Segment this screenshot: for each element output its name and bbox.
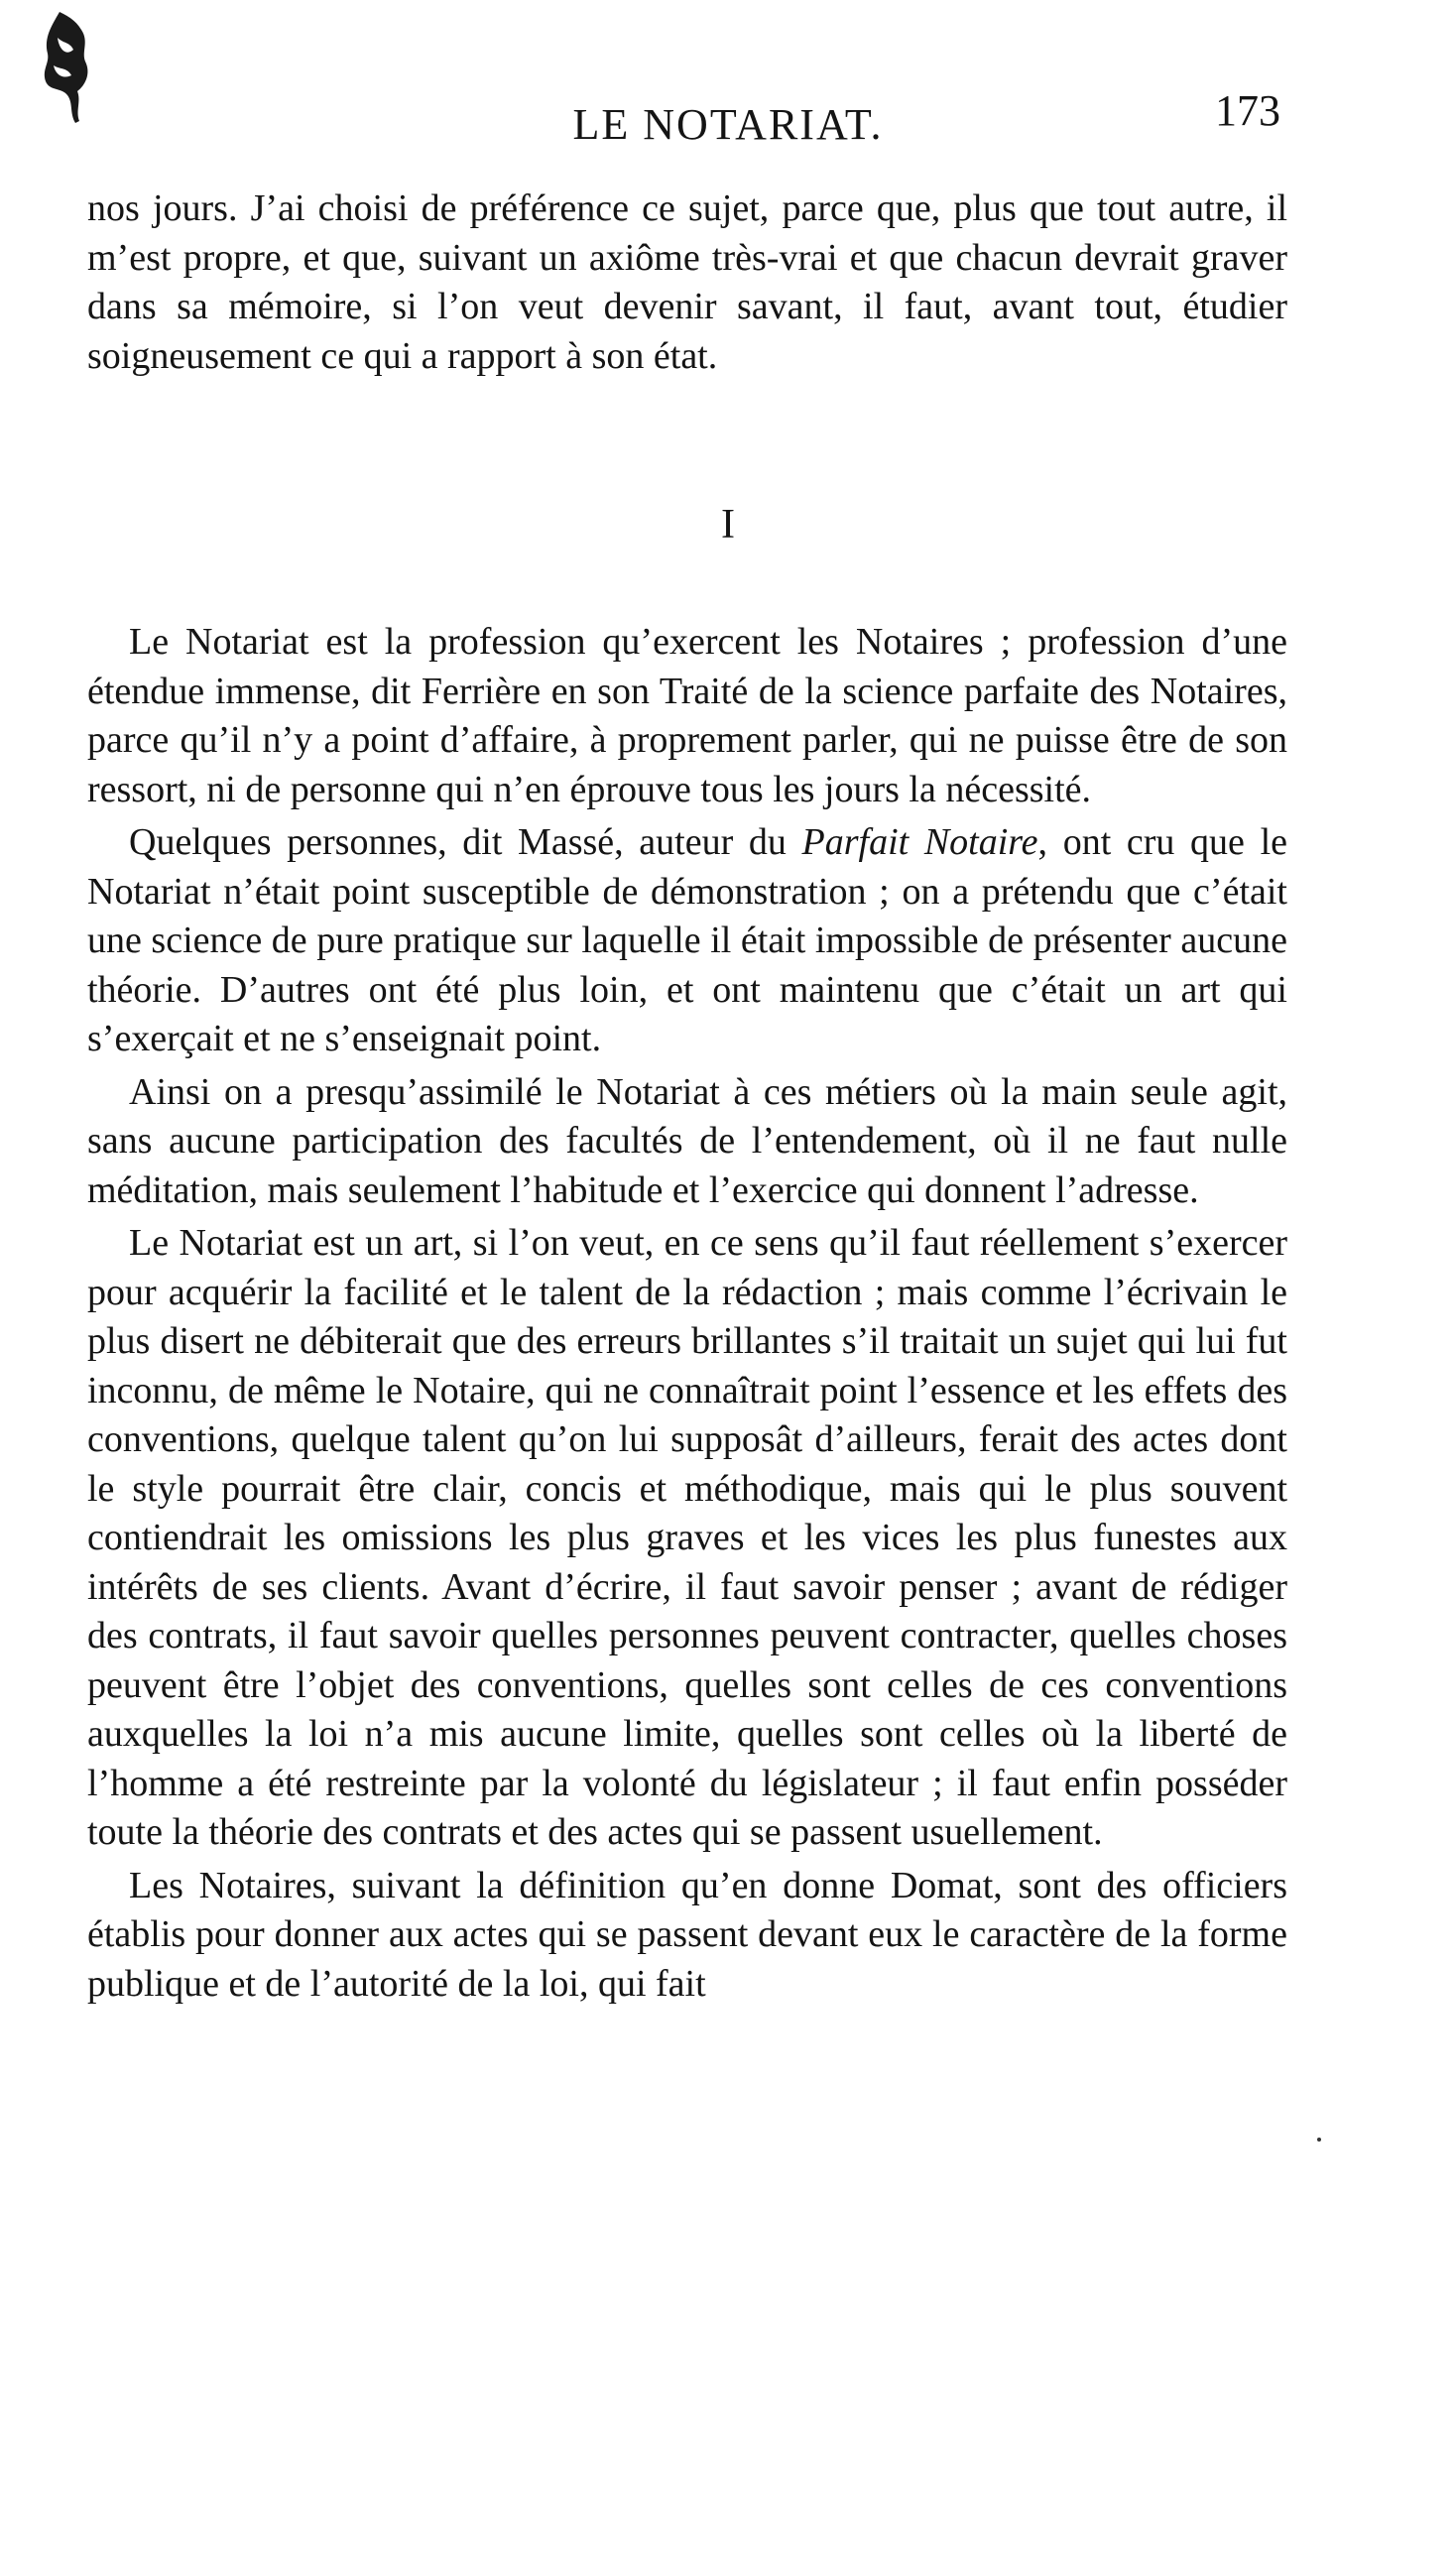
paragraph-3: Ainsi on a presqu’assimilé le Notariat à ces métiers où la main seule agit, sans aucune participation des facultés de l’entendement, où il ne faut nulle méditation, mais seulement l’habitude et l’exercice qui donnent l’adresse. <box>87 1070 1287 1211</box>
section-body <box>87 618 1287 2013</box>
section-heading: I <box>721 502 735 548</box>
paragraph-2-text-before: Quelques personnes, dit Massé, auteur du <box>129 821 802 863</box>
ink-speck <box>1317 2138 1321 2142</box>
page-number: 173 <box>1215 86 1280 135</box>
running-title: LE NOTARIAT. <box>572 100 884 149</box>
intro-text <box>87 184 1287 381</box>
intro-paragraph: nos jours. J’ai choisi de préférence ce sujet, parce que, plus que tout autre, il m’est propre, et que, suivant un axiôme très-vrai et que chacun devrait graver dans sa mémoire, si l’on veut devenir savant, il faut, avant tout, étudier soigneusement ce qui a rapport à son état. <box>87 187 1287 377</box>
paragraph-1: Le Notariat est la profession qu’exercent les Notaires ; profession d’une étendue immense, dit Ferrière en son Traité de la science parfaite des Notaires, parce qu’il n’y a point d’affaire, à proprement parler, qui ne puisse être de son ressort, ni de personne qui n’en éprouve tous les jours la nécessité. <box>87 621 1287 810</box>
paragraph-2 <box>87 818 1287 1064</box>
paragraph-2-text-after: , ont cru que le Notariat n’était point susceptible de démonstration ; on a prétendu que c’était une science de pure pratique sur laquelle il était impossible de présenter aucune théorie. D’autres ont été plus loin, et ont maintenu que c’était un art qui s’exerçait et ne s’enseignait point. <box>87 821 1287 1059</box>
book-title-italic: Parfait Notaire <box>801 821 1038 863</box>
paragraph-5: Les Notaires, suivant la définition qu’en donne Domat, sont des officiers établis pour donner aux actes qui se passent devant eux le caractère de la forme publique et de l’autorité de la loi, qui fait <box>87 1864 1287 2005</box>
paragraph-4: Le Notariat est un art, si l’on veut, en ce sens qu’il faut réellement s’exercer pour acquérir la facilité et le talent de la rédaction ; mais comme l’écrivain le plus disert ne débiterait que des erreurs brillantes s’il traitait un sujet qui lui fut inconnu, de même le Notaire, qui ne connaîtrait point l’essence et les effets des conventions, quelque talent qu’on lui supposât d’ailleurs, ferait des actes dont le style pourrait être clair, concis et méthodique, mais qui le plus souvent contiendrait les omissions les plus graves et les vices les plus funestes aux intérêts de ses clients. Avant d’écrire, il faut savoir penser ; avant de rédiger des contrats, il faut savoir quelles personnes peuvent contracter, quelles choses peuvent être l’objet des conventions, quelles sont celles de ces conventions auxquelles la loi n’a mis aucune limite, quelles sont celles où la liberté de l’homme a été restreinte par la volonté du législateur ; il faut enfin posséder toute la théorie des contrats et des actes qui se passent usuellement. <box>87 1222 1287 1853</box>
